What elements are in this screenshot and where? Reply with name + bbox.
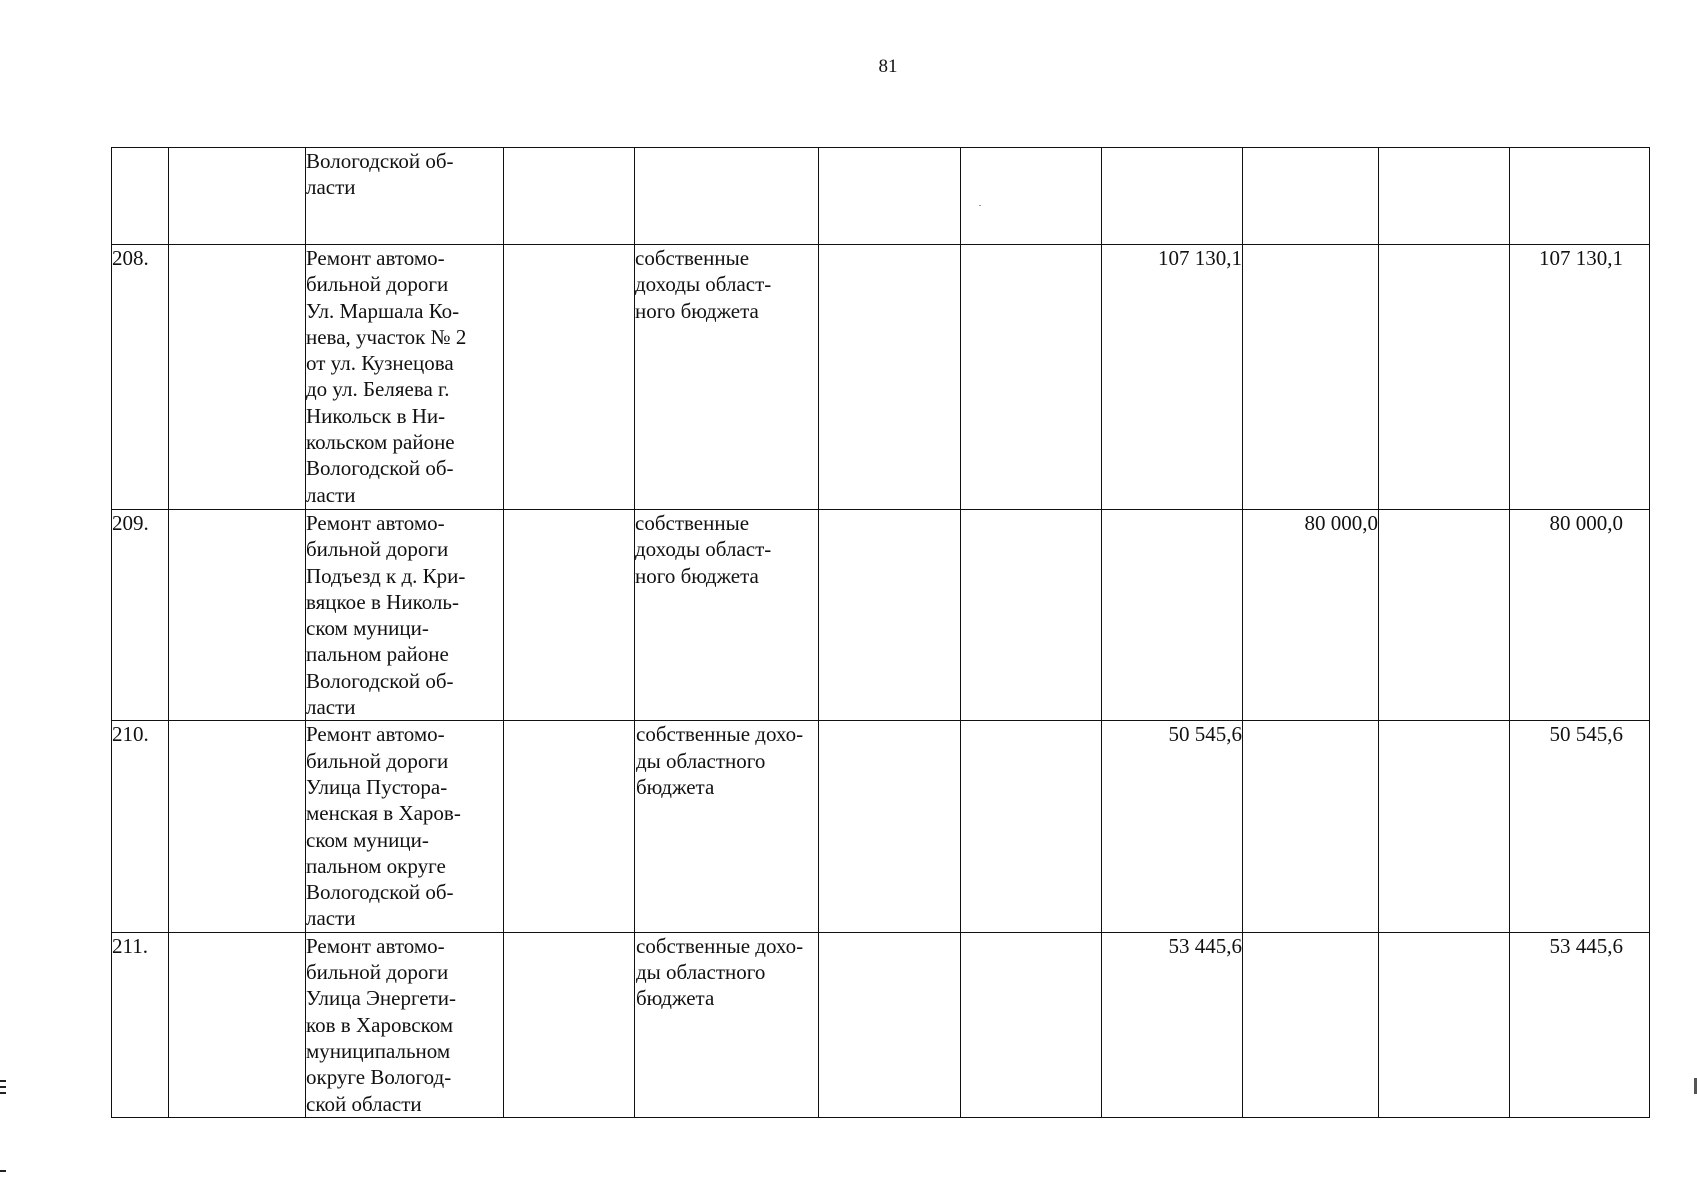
empty-cell <box>819 510 961 721</box>
table-row <box>112 148 1650 245</box>
amount-cell <box>1243 245 1379 510</box>
table-row <box>112 245 1650 510</box>
object-name: Ремонт автомо- бильной дороги Подъезд к д. Кри- вяцкое в Николь- ском муници- пальном районе Вологодской об- ласти <box>306 511 466 720</box>
empty-cell <box>961 245 1102 510</box>
empty-cell <box>504 932 635 1117</box>
table-row <box>112 510 1650 721</box>
empty-cell <box>504 510 635 721</box>
amount-cell: 107 130,1 <box>1102 245 1243 510</box>
amount-cell: 80 000,0 <box>1243 510 1379 721</box>
object-name: Ремонт автомо- бильной дороги Ул. Маршала Ко- нева, участок № 2 от ул. Кузнецова до ул. Беляева г. Никольск в Ни- кольском районе Вологодской об- ласти <box>306 246 467 507</box>
amount-cell <box>1243 721 1379 932</box>
row-number-cell: 208. <box>112 245 169 510</box>
total-amount-cell: 80 000,0 <box>1510 510 1650 721</box>
amount-cell <box>1243 932 1379 1117</box>
empty-cell <box>504 721 635 932</box>
row-number-cell <box>112 148 169 245</box>
table-row <box>112 932 1650 1117</box>
empty-cell <box>961 510 1102 721</box>
object-name: Ремонт автомо- бильной дороги Улица Пустора- менская в Харов- ском муници- пальном округе Вологодской об- ласти <box>306 722 461 931</box>
empty-cell <box>819 721 961 932</box>
object-name: Ремонт автомо- бильной дороги Улица Энергети- ков в Харовском муниципальном округе Вологод- ской области <box>306 933 457 1116</box>
funding-source-cell: собственные дохо- ды областного бюджета <box>635 721 819 932</box>
object-name: Вологодской об- ласти <box>306 149 454 200</box>
margin-mark <box>0 1170 6 1172</box>
table-row <box>112 721 1650 932</box>
total-amount-cell <box>1510 148 1650 245</box>
object-name-cell <box>306 932 504 1117</box>
total-amount-cell: 107 130,1 <box>1510 245 1650 510</box>
row-number-cell: 209. <box>112 510 169 721</box>
funding-source-cell: собственные доходы област- ного бюджета <box>635 245 819 510</box>
empty-cell <box>1379 148 1510 245</box>
object-name-cell <box>306 245 504 510</box>
funding-source-cell <box>635 148 819 245</box>
empty-cell <box>961 721 1102 932</box>
empty-cell <box>961 932 1102 1117</box>
empty-cell <box>819 148 961 245</box>
empty-cell <box>1379 932 1510 1117</box>
empty-cell <box>1379 245 1510 510</box>
funding-source-cell: собственные дохо- ды областного бюджета <box>635 932 819 1117</box>
object-name-cell <box>306 148 504 245</box>
row-number-cell: 210. <box>112 721 169 932</box>
margin-mark <box>0 1080 6 1082</box>
total-amount-cell: 50 545,6 <box>1510 721 1650 932</box>
object-name-cell <box>306 510 504 721</box>
amount-cell: 50 545,6 <box>1102 721 1243 932</box>
empty-cell <box>169 932 306 1117</box>
empty-cell <box>504 148 635 245</box>
empty-cell <box>961 148 1102 245</box>
empty-cell <box>169 245 306 510</box>
page-number: 81 <box>878 56 898 77</box>
empty-cell <box>169 148 306 245</box>
row-number-cell: 211. <box>112 932 169 1117</box>
empty-cell <box>504 245 635 510</box>
funding-source-cell: собственные доходы област- ного бюджета <box>635 510 819 721</box>
amount-cell <box>1102 510 1243 721</box>
empty-cell <box>819 932 961 1117</box>
budget-table <box>111 147 1650 1118</box>
empty-cell <box>1379 510 1510 721</box>
empty-cell <box>169 721 306 932</box>
empty-cell <box>819 245 961 510</box>
amount-cell: 53 445,6 <box>1102 932 1243 1117</box>
total-amount-cell: 53 445,6 <box>1510 932 1650 1117</box>
margin-mark <box>0 1092 6 1094</box>
margin-mark <box>0 1086 6 1088</box>
empty-cell <box>1379 721 1510 932</box>
empty-cell <box>169 510 306 721</box>
amount-cell <box>1243 148 1379 245</box>
object-name-cell <box>306 721 504 932</box>
amount-cell <box>1102 148 1243 245</box>
